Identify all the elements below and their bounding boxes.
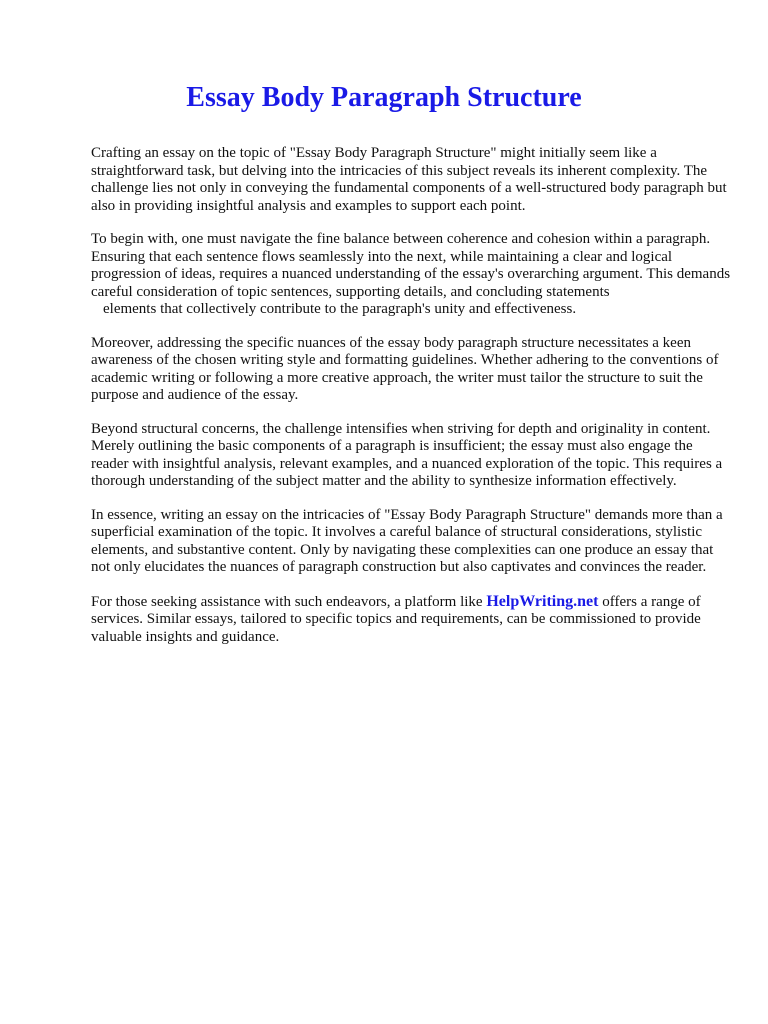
paragraph-depth: Beyond structural concerns, the challenge intensifies when striving for depth and originality in content. Merely outlining the basic components of a paragraph is insufficient; the essay must also engage the reader with insightful analysis, relevant examples, and a nuanced exploration of the topic. This requires a thorough understanding of the subject matter and the ability to synthesize information effectively. [91, 420, 723, 489]
paragraph-essence: In essence, writing an essay on the intricacies of "Essay Body Paragraph Structure" demands more than a superficial examination of the topic. It involves a careful balance of structural considerations, stylistic elements, and substantive content. Only by navigating these complexities can one produce an essay that not only elucidates the nuances of paragraph construction but also captivates and convinces the reader. [91, 506, 723, 575]
helpwriting-link[interactable]: HelpWriting.net [486, 592, 599, 610]
page-title: Essay Body Paragraph Structure [186, 82, 582, 113]
paragraph-intro: Crafting an essay on the topic of "Essay Body Paragraph Structure" might initially seem like a straightforward task, but delving into the intricacies of this subject reveals its inherent complexity. The challenge lies not only in conveying the fundamental components of a well-structured body paragraph but also in providing insightful analysis and examples to support each point. [91, 145, 727, 214]
document-body [91, 145, 731, 662]
paragraph-coherence [91, 231, 731, 319]
paragraph-style: Moreover, addressing the specific nuances of the essay body paragraph structure necessitates a keen awareness of the chosen writing style and formatting guidelines. Whether adhering to the conventions of academic writing or following a more creative approach, the writer must tailor the structure to suit the purpose and audience of the essay. [91, 334, 719, 403]
paragraph-coherence-tail: elements that collectively contribute to the paragraph's unity and effectiveness. [103, 301, 577, 317]
paragraph-coherence-main: To begin with, one must navigate the fine balance between coherence and cohesion within a paragraph. Ensuring that each sentence flows seamlessly into the next, while maintaining a clear and logical progression of ideas, requires a nuanced understanding of the essay's overarching argument. This demands careful consideration of topic sentences, supporting details, and concluding statements [91, 231, 731, 300]
paragraph-assistance [91, 593, 731, 647]
assistance-text-before: For those seeking assistance with such endeavors, a platform like [91, 593, 483, 610]
assistance-text-after: offers a range of services. Similar essays, tailored to specific topics and requirements, can be commissioned to provide valuable insights and guidance. [91, 593, 701, 645]
